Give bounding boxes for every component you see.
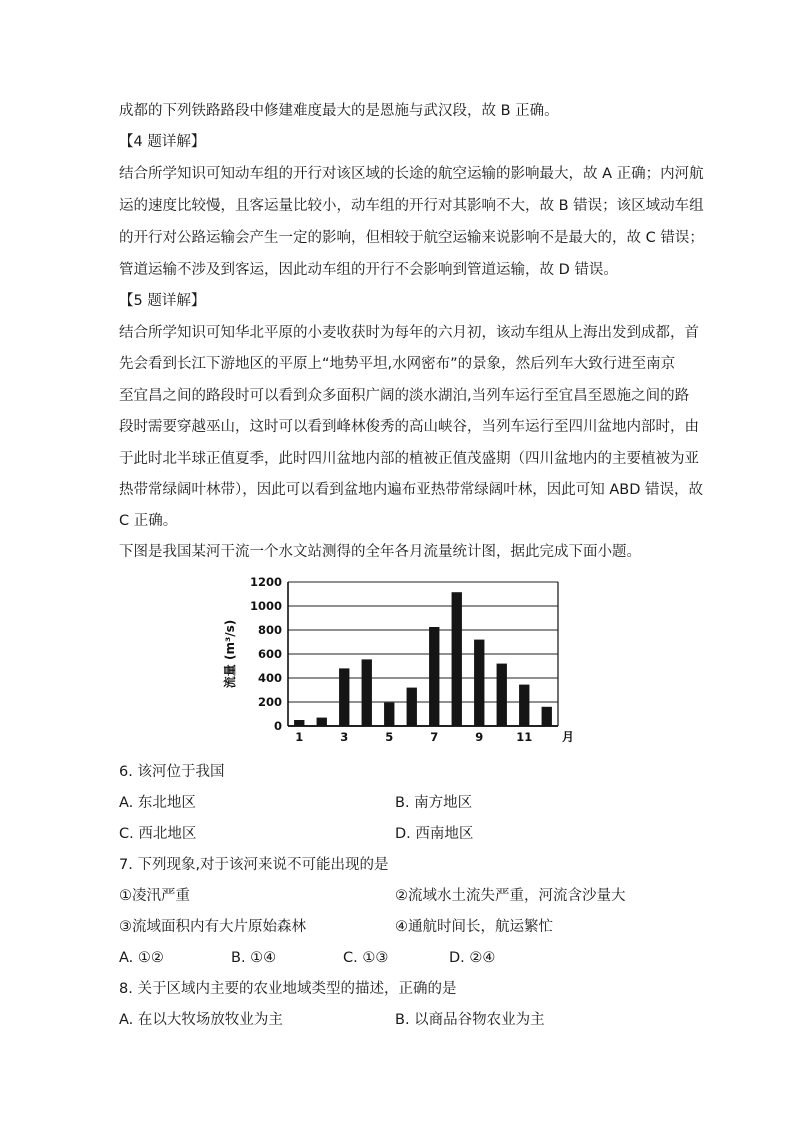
q7-statement-2: ②流域水土流失严重，河流含沙量大 <box>395 888 626 904</box>
text-line: 结合所学知识可知华北平原的小麦收获时为每年的六月初，该动车组从上海出发到成都，首 <box>119 325 699 341</box>
x-tick-label: 7 <box>430 730 439 744</box>
q7-option-b: B. ①④ <box>231 950 277 966</box>
bar <box>317 718 327 726</box>
text-line: 的开行对公路运输会产生一定的影响，但相较于航空运输来说影响不是最大的，故 C 错误； <box>119 230 704 246</box>
bar <box>429 627 439 726</box>
q6-option-d: D. 西南地区 <box>395 826 474 842</box>
text-line: C 正确。 <box>119 513 178 529</box>
text-line: 下图是我国某河干流一个水文站测得的全年各月流量统计图，据此完成下面小题。 <box>119 544 641 560</box>
text-line: 段时需要穿越巫山，这时可以看到峰林俊秀的高山峡谷，当列车运行至四川盆地内部时，由 <box>119 419 699 435</box>
y-tick-label: 800 <box>257 623 282 637</box>
text-line: 热带常绿阔叶林带），因此可以看到盆地内遍布亚热带常绿阔叶林，因此可知 ABD 错误，故 <box>119 482 703 498</box>
bar <box>384 703 394 726</box>
text-line: 运的速度比较慢，且客运量比较小，动车组的开行对其影响不大，故 B 错误；该区域动车组 <box>119 198 704 214</box>
q8-option-b: B. 以商品谷物农业为主 <box>395 1012 545 1028</box>
text-line: 管道运输不涉及到客运，因此动车组的开行不会影响到管道运输，故 D 错误。 <box>119 262 618 278</box>
q6-option-c: C. 西北地区 <box>119 826 197 842</box>
question-6-stem: 6. 该河位于我国 <box>119 764 225 780</box>
question-7-stem: 7. 下列现象,对于该河来说不可能出现的是 <box>119 857 389 873</box>
y-axis-label: 流量 (m³/s) <box>223 619 237 689</box>
flow-bar-chart <box>210 572 580 752</box>
y-tick-label: 600 <box>257 647 282 661</box>
q7-option-a: A. ①② <box>119 950 164 966</box>
x-tick-label: 3 <box>340 730 349 744</box>
x-tick-label: 1 <box>295 730 304 744</box>
q6-option-b: B. 南方地区 <box>395 795 473 811</box>
x-unit-label: 月 <box>562 730 575 744</box>
question-8-stem: 8. 关于区域内主要的农业地域类型的描述，正确的是 <box>119 981 457 997</box>
q7-option-d: D. ②④ <box>449 950 496 966</box>
y-tick-label: 0 <box>273 719 282 733</box>
text-line: 先会看到长江下游地区的平原上“地势平坦,水网密布”的景象，然后列车大致行进至南京 <box>119 356 676 372</box>
q7-statement-3: ③流域面积内有大片原始森林 <box>119 919 306 935</box>
q7-option-c: C. ①③ <box>343 950 389 966</box>
bar <box>362 659 372 726</box>
y-tick-label: 1000 <box>249 599 282 613</box>
q6-option-a: A. 东北地区 <box>119 795 196 811</box>
y-tick-label: 1200 <box>249 575 282 589</box>
section-heading: 【5 题详解】 <box>119 293 206 309</box>
text-line: 至宜昌之间的路段时可以看到众多面积广阔的淡水湖泊,当列车运行至宜昌至恩施之间的路 <box>119 388 690 404</box>
text-line: 于此时北半球正值夏季，此时四川盆地内部的植被正值茂盛期（四川盆地内的主要植被为亚 <box>119 451 699 467</box>
bar <box>339 668 349 726</box>
bar <box>452 592 462 726</box>
y-tick-label: 200 <box>257 695 282 709</box>
bar <box>542 707 552 726</box>
q8-option-a: A. 在以大牧场放牧业为主 <box>119 1012 283 1028</box>
x-tick-label: 11 <box>516 730 533 744</box>
text-line: 成都的下列铁路路段中修建难度最大的是恩施与武汉段，故 B 正确。 <box>119 103 559 119</box>
text-line: 结合所学知识可知动车组的开行对该区域的长途的航空运输的影响最大，故 A 正确；内河航 <box>119 166 704 182</box>
bar <box>294 720 304 726</box>
q7-statement-1: ①凌汛严重 <box>119 888 190 904</box>
bar <box>407 688 417 726</box>
x-tick-label: 5 <box>385 730 394 744</box>
section-heading: 【4 题详解】 <box>119 134 206 150</box>
bar <box>474 640 484 726</box>
bar <box>497 664 507 726</box>
q7-statement-4: ④通航时间长，航运繁忙 <box>395 919 553 935</box>
y-tick-label: 400 <box>257 671 282 685</box>
x-tick-label: 9 <box>475 730 484 744</box>
bar <box>519 685 529 726</box>
